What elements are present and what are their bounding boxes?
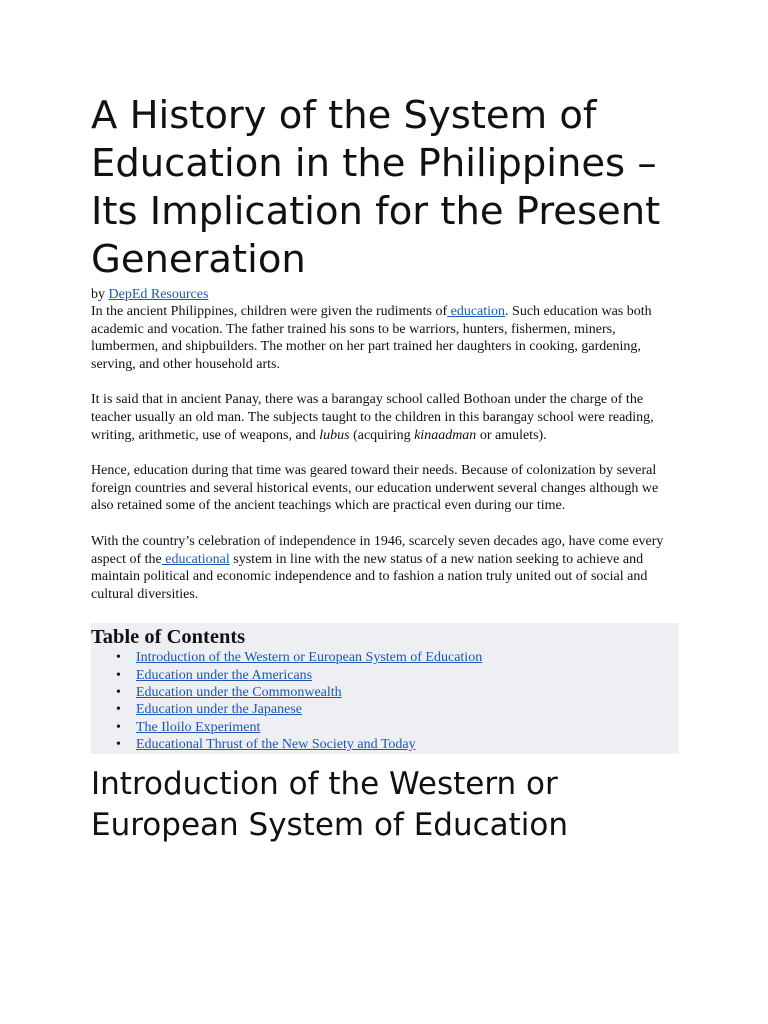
toc-link-iloilo-experiment[interactable]: The Iloilo Experiment [136, 719, 261, 735]
toc-item [136, 736, 679, 753]
educational-link[interactable]: educational [161, 551, 230, 567]
paragraph-2-text-a: It is said that in ancient Panay, there was a barangay school called Bothoan under the charge of the teacher usually an old man. The subjects taught to the children in this barangay school were reading, writing, arithmetic, use of weapons, and [91, 392, 654, 443]
table-of-contents [91, 623, 679, 754]
lubus-term: lubus [319, 427, 350, 443]
paragraph-4 [91, 533, 681, 603]
toc-item [136, 667, 679, 684]
paragraph-2-text-b: (acquiring [349, 427, 415, 443]
toc-title: Table of Contents [91, 626, 246, 649]
paragraph-1-text-a: In the ancient Philippines, children were given the rudiments of [91, 304, 448, 319]
paragraph-1-text-b: . Such education was both academic and vocation. The father trained his sons to be warriors, hunters, fishermen, miners, lumbermen, and shipbuilders. The mother on her part trained her daughters in cooking, gardening, serving, and other household arts. [91, 304, 652, 372]
paragraph-2 [91, 391, 681, 444]
toc-item [136, 719, 679, 736]
paragraph-3: Hence, education during that time was geared toward their needs. Because of colonization by several foreign countries and several historical events, our education underwent several changes although we also retained some of the ancient teachings which are practical even during our time. [91, 463, 659, 514]
byline [91, 286, 681, 303]
education-link[interactable]: education [447, 304, 506, 319]
toc-item [136, 684, 679, 701]
toc-item [136, 649, 679, 666]
paragraph-2-text-c: or amulets). [476, 427, 547, 443]
section-heading: Introduction of the Western or European System of Education [91, 766, 569, 844]
article [91, 92, 681, 846]
kinaadman-term: kinaadman [414, 427, 477, 443]
paragraph-4-text-b: system in line with the new status of a new nation seeking to achieve and maintain political and economic independence and to fashion a nation truly united out of social and cultural diversities. [91, 551, 648, 602]
toc-link-western-education[interactable]: Introduction of the Western or European System of Education [136, 650, 483, 666]
toc-link-new-society[interactable]: Educational Thrust of the New Society and Today [136, 736, 416, 752]
byline-prefix: by [91, 287, 109, 302]
toc-link-japanese[interactable]: Education under the Japanese [136, 702, 302, 718]
toc-item [136, 701, 679, 718]
toc-list [91, 649, 679, 753]
toc-link-americans[interactable]: Education under the Americans [136, 667, 313, 683]
author-link[interactable]: DepEd Resources [108, 287, 209, 302]
toc-link-commonwealth[interactable]: Education under the Commonwealth [136, 684, 342, 700]
paragraph-1 [91, 303, 681, 373]
paragraph-4-text-a: With the country’s celebration of independence in 1946, scarcely seven decades ago, have come every aspect of the [91, 533, 664, 567]
article-title: A History of the System of Education in the Philippines – Its Implication for the Present Generation [91, 93, 661, 282]
